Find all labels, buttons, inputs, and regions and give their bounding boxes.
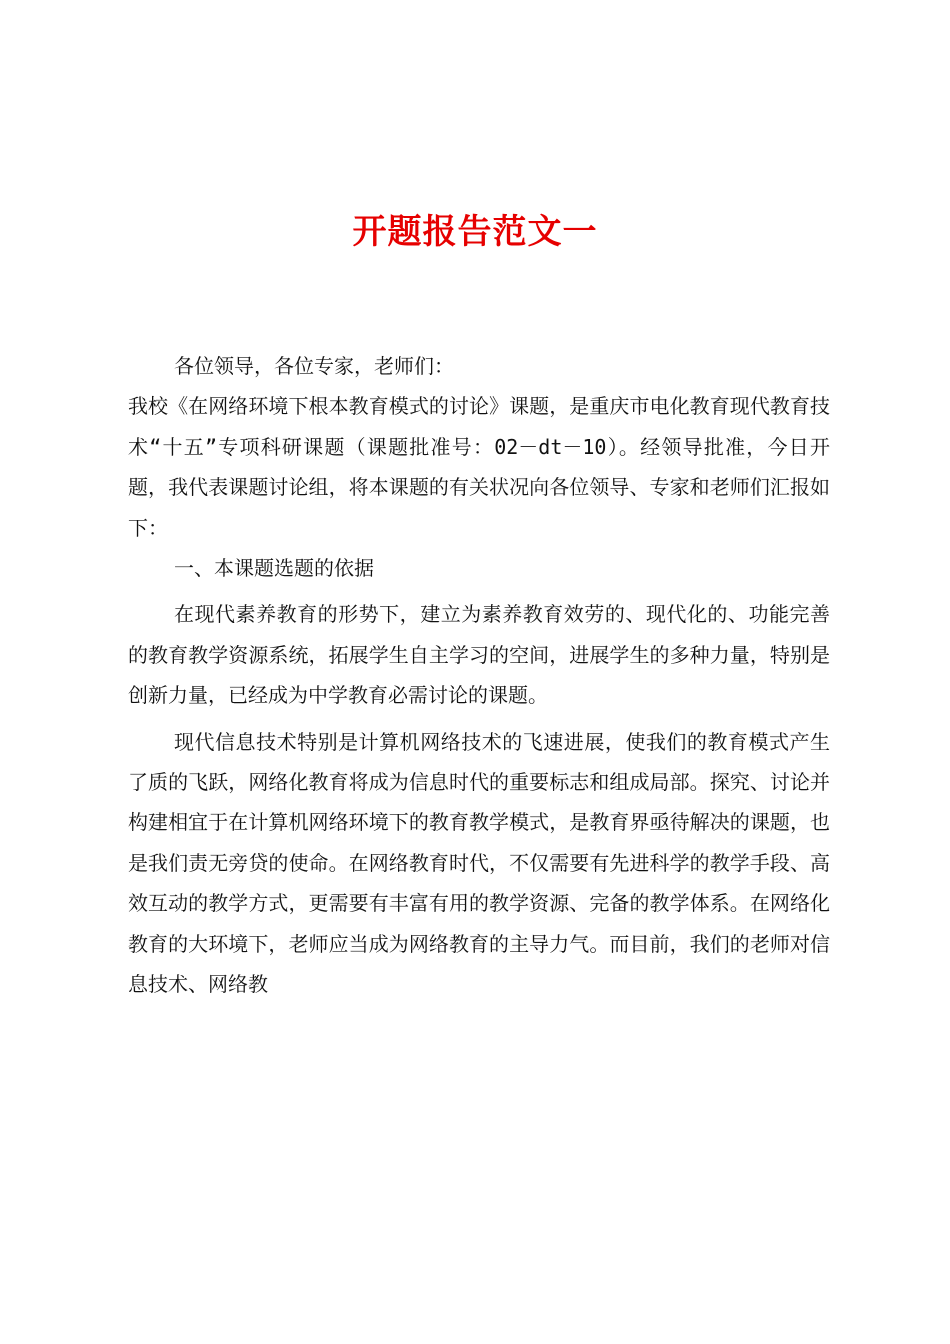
salutation-paragraph: 各位领导，各位专家，老师们： — [174, 354, 454, 378]
document-title: 开题报告范文一 — [352, 212, 598, 252]
body-paragraph-2: 现代信息技术特别是计算机网络技术的飞速进展，使我们的教育模式产生了质的飞跃，网络化教育将成为信息时代的重要标志和组成局部。探究、讨论并构建相宜于在计算机网络环境下的教育教学模式，是教育界亟待解决的课题，也是我们责无旁贷的使命。在网络教育时代，不仅需要有先进科学的教学手段、高效互动的教学方式，更需要有丰富有用的教学资源、完备的教学体系。在网络化教育的大环境下，老师应当成为网络教育的主导力气。而目前，我们的老师对信息技术、网络教 — [128, 729, 830, 997]
document-body — [128, 346, 830, 1005]
body-paragraph-1: 在现代素养教育的形势下，建立为素养教育效劳的、现代化的、功能完善的教育教学资源系统，拓展学生自主学习的空间，进展学生的多种力量，特别是创新力量，已经成为中学教育必需讨论的课题。 — [128, 602, 830, 708]
intro-paragraph: 我校《在网络环境下根本教育模式的讨论》课题，是重庆市电化教育现代教育技术“十五”专项科研课题（课题批准号：02－dt－10）。经领导批准，今日开题，我代表课题讨论组，将本课题的有关状况向各位领导、专家和老师们汇报如下： — [128, 394, 830, 540]
section-heading: 一、本课题选题的依据 — [174, 556, 374, 581]
